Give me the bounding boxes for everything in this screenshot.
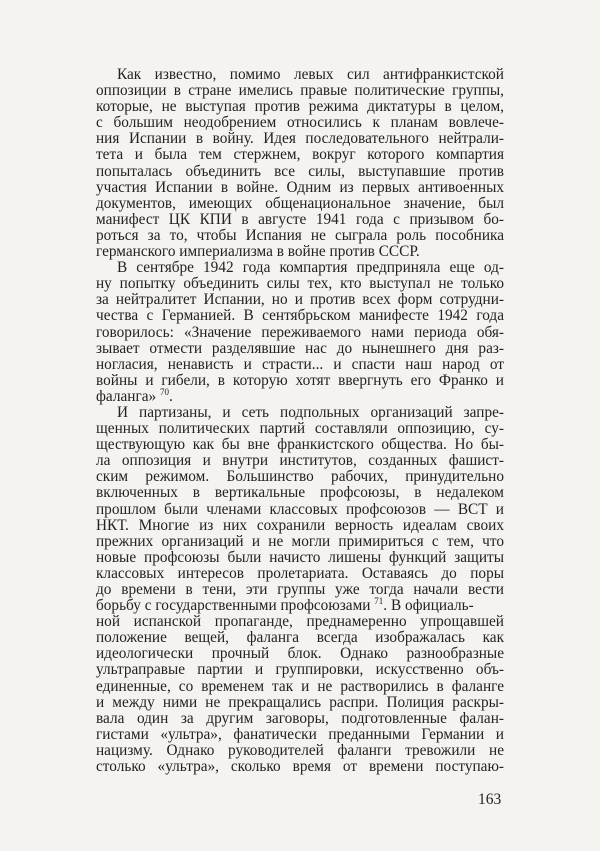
text-line: классовых интересов пролетариата. Оставаясь до поры: [96, 564, 504, 582]
text-line: И партизаны, и сеть подпольных организаций запре-: [117, 403, 504, 421]
text-line: зывает отмести разделявшие нас до нынешнего дня раз-: [96, 339, 504, 357]
text-line: ногласия, ненависть и страсти... и спасти наш народ от: [96, 355, 504, 373]
page-number: 163: [478, 791, 502, 808]
text-line: за нейтралитет Испании, но и против всех форм сотрудни-: [96, 291, 504, 309]
text-line: ультраправые партии и группировки, искусственно объ-: [96, 661, 504, 679]
text-line: ла оппозиция и внутри институтов, созданных фашист-: [96, 452, 504, 470]
text-line: германского империализма в войне против СССР.: [96, 243, 420, 261]
text-segment: . В официаль-: [383, 597, 474, 615]
text-line: манифест ЦК КПИ в августе 1941 года с призывом бо-: [96, 210, 504, 228]
text-line: В сентябре 1942 года компартия предприняла еще од-: [117, 259, 504, 277]
text-line: нацизму. Однако руководителей фаланги тревожили не: [96, 741, 504, 759]
body-text: [96, 67, 504, 775]
footnote-ref: 70: [160, 386, 169, 397]
text-line: щенных политических партий составляли оппозицию, су-: [96, 420, 504, 438]
text-line: ну попытку объединить силы тех, кто выступал не только: [96, 275, 504, 293]
text-line: и между ними не прекращались распри. Полиция раскры-: [96, 693, 504, 711]
text-line: столько «ультра», сколько время от времени поступаю-: [96, 758, 504, 776]
text-line: с большим неодобрением относились к планам вовлече-: [96, 114, 504, 132]
text-line: единенные, со временем так и не растворились в фаланге: [96, 677, 504, 695]
text-line: новые профсоюзы были начисто лишены функций защиты: [96, 548, 504, 566]
text-segment: борьбу с государственными профсоюзами: [96, 597, 371, 615]
text-line: до времени в тени, эти группы уже тогда начали вести: [96, 581, 504, 598]
text-line: ной испанской пропаганде, преднамеренно упрощавшей: [96, 613, 504, 631]
text-line: вала один за другим заговоры, подготовленные фалан-: [96, 709, 504, 727]
text-line: включенных в вертикальные профсоюзы, в недалеком: [96, 484, 504, 502]
text-line: ским режимом. Большинство рабочих, принудительно: [96, 468, 504, 486]
text-line: говорилось: «Значение переживаемого нами периода обя-: [96, 323, 504, 341]
text-line: Как известно, помимо левых сил антифранкистской: [117, 66, 504, 83]
text-line: ществующую как бы вне франкистского общества. Но бы-: [96, 436, 504, 454]
text-line: оппозиции в стране имелись правые политические группы,: [96, 82, 504, 100]
text-line: тета и была тем стержнем, вокруг которого компартия: [96, 146, 504, 164]
text-line: гистами «ультра», фанатически преданными Германии и: [96, 725, 504, 743]
text-line: идеологически прочный блок. Однако разнообразные: [96, 645, 504, 663]
text-line: положение вещей, фаланга всегда изображалась как: [96, 629, 504, 647]
text-line: попыталась объединить все силы, выступавшие против: [96, 162, 504, 180]
text-line: участия Испании в войне. Одним из первых антивоенных: [96, 178, 504, 196]
text-line: прошлом были членами классовых профсоюзов — ВСТ и: [96, 500, 504, 518]
text-line: фаланга» $^{70}$.: [96, 386, 173, 405]
text-line: НКТ. Многие из них сохранили верность идеалам своих: [96, 516, 504, 534]
text-segment: фаланга»: [96, 387, 157, 405]
text-line: [96, 598, 504, 614]
text-line: роться за то, чтобы Испания не сыграла роль пособника: [96, 226, 504, 244]
text-line: прежних организаций и не могли примириться с тем, что: [96, 532, 504, 550]
footnote-ref: 71: [374, 596, 384, 606]
text-line: чества с Германией. В сентябрьском манифесте 1942 года: [96, 307, 504, 325]
text-line: которые, не выступая против режима диктатуры в целом,: [96, 98, 504, 116]
text-line: ния Испании в войну. Идея последовательного нейтрали-: [96, 130, 504, 148]
text-line: войны и гибели, в которую хотят ввергнуть его Франко и: [96, 371, 504, 389]
text-line: документов, имеющих общенациональное значение, был: [96, 194, 504, 212]
